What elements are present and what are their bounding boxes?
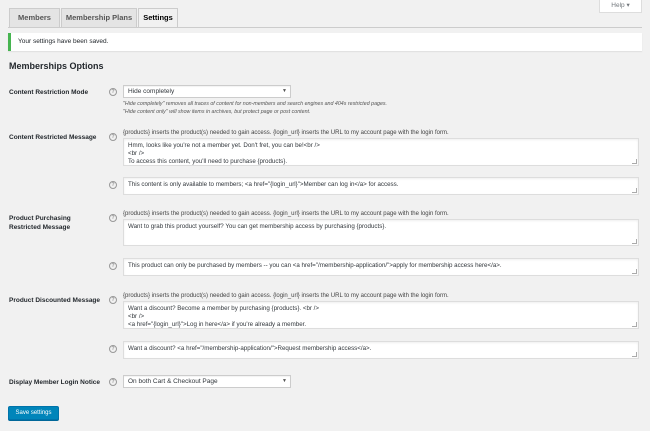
restriction-mode-label: Content Restriction Mode [9,89,89,96]
help-button[interactable] [599,0,642,13]
tabs-divider [8,27,642,28]
select-arrow-icon: ▼ [282,378,287,384]
login-notice-value: On both Cart & Checkout Page [128,378,218,385]
help-tip-icon[interactable]: ? [109,181,117,189]
section-title: Memberships Options [9,61,104,71]
restriction-mode-desc-2: "Hide content only" will show items in archives, but protect page or post content. [123,109,311,115]
resize-handle-icon[interactable] [632,269,637,274]
product-purchasing-label-line1: Product Purchasing [9,215,71,222]
content-restricted-hint: {products} inserts the product(s) needed to gain access. {login_url} inserts the URL to my account page with the login form. [123,130,449,136]
content-restricted-textarea[interactable] [123,138,639,166]
product-purchasing-message: Want to grab this product yourself? You can get membership access by purchasing {products}. [128,223,387,230]
content-restricted-message: Hmm, looks like you're not a member yet. Don't fret, you can be!<br /> <br /> To access this content, you'll need to purchase {products}. [128,142,320,165]
help-tip-icon[interactable]: ? [109,378,117,386]
help-tip-icon[interactable]: ? [109,345,117,353]
help-tip-icon[interactable]: ? [109,296,117,304]
content-restricted-alt-textarea[interactable] [123,177,639,195]
help-tip-icon[interactable]: ? [109,214,117,222]
resize-handle-icon[interactable] [632,352,637,357]
help-tip-icon[interactable]: ? [109,88,117,96]
resize-handle-icon[interactable] [632,188,637,193]
select-arrow-icon: ▼ [282,88,287,94]
tab-members[interactable]: Members [9,8,60,27]
product-discounted-message: Want a discount? Become a member by purchasing {products}. <br /> <br /> <a href="{login_url}">Log in here</a> if you're already a member. [128,305,319,328]
product-discounted-alt-textarea[interactable] [123,341,639,359]
save-settings-button[interactable]: Save settings [8,406,59,420]
help-label: Help [611,2,625,9]
product-purchasing-textarea[interactable] [123,219,639,246]
tab-membership-plans[interactable]: Membership Plans [61,8,137,27]
settings-saved-notice [8,33,642,51]
login-notice-select[interactable] [123,375,291,388]
product-discounted-label: Product Discounted Message [9,297,101,304]
resize-handle-icon[interactable] [632,239,637,244]
content-restricted-label: Content Restricted Message [9,134,97,141]
chevron-down-icon: ▾ [626,2,630,9]
restriction-mode-value: Hide completely [128,88,175,95]
product-purchasing-label-line2: Restricted Message [9,224,71,231]
resize-handle-icon[interactable] [632,159,637,164]
content-restricted-alt-message: This content is only available to members; <a href="{login_url}">Member can log in</a> for access. [128,181,399,188]
product-purchasing-hint: {products} inserts the product(s) needed to gain access. {login_url} inserts the URL to my account page with the login form. [123,211,449,217]
restriction-mode-select[interactable] [123,85,291,98]
product-purchasing-label [9,214,71,232]
login-notice-label: Display Member Login Notice [9,379,101,386]
restriction-mode-desc-1: "Hide completely" removes all traces of content for non-members and search engines and 404s restricted pages. [123,101,388,107]
tab-settings[interactable]: Settings [138,8,178,28]
product-purchasing-alt-message: This product can only be purchased by members -- you can <a href="/membership-application/">apply for membership access here</a>. [128,262,502,269]
help-tip-icon[interactable]: ? [109,262,117,270]
help-tip-icon[interactable]: ? [109,133,117,141]
product-discounted-alt-message: Want a discount? <a href="/membership-application/">Request membership access</a>. [128,345,372,352]
product-discounted-hint: {products} inserts the product(s) needed to gain access. {login_url} inserts the URL to my account page with the login form. [123,293,449,299]
product-discounted-textarea[interactable] [123,301,639,329]
notice-text: Your settings have been saved. [18,38,109,45]
product-purchasing-alt-textarea[interactable] [123,258,639,276]
resize-handle-icon[interactable] [632,322,637,327]
